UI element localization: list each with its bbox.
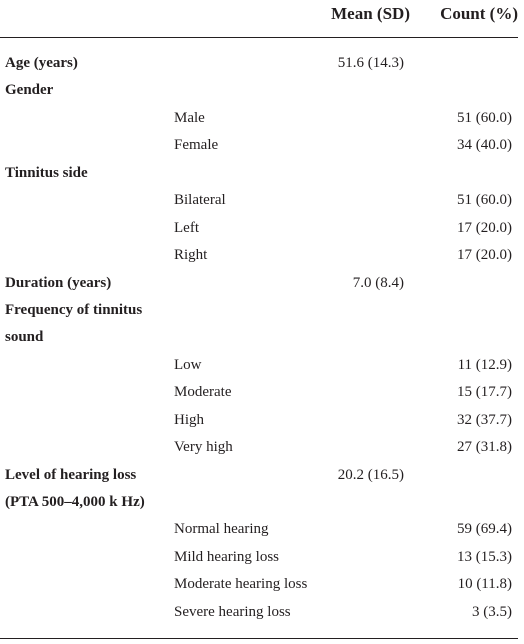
table-row xyxy=(0,162,518,188)
row-category: Tinnitus side xyxy=(5,165,88,181)
table-row xyxy=(0,409,518,435)
row-count-pct: 51 (60.0) xyxy=(457,110,512,126)
row-category: Duration (years) xyxy=(5,275,112,291)
row-count-pct: 11 (12.9) xyxy=(457,357,512,373)
table-row xyxy=(0,354,518,380)
row-category: Frequency of tinnitus xyxy=(5,302,143,318)
table-row xyxy=(0,299,518,325)
table-row xyxy=(0,381,518,407)
row-subcategory: High xyxy=(174,412,204,428)
row-subcategory: Left xyxy=(174,220,199,236)
row-mean-sd: 51.6 (14.3) xyxy=(337,55,404,71)
row-mean-sd: 7.0 (8.4) xyxy=(352,275,404,291)
row-count-pct: 13 (15.3) xyxy=(457,549,512,565)
table-row xyxy=(0,326,518,352)
table-row xyxy=(0,491,518,517)
row-count-pct: 34 (40.0) xyxy=(457,137,512,153)
row-count-pct: 59 (69.4) xyxy=(457,521,512,537)
row-subcategory: Right xyxy=(174,247,208,263)
table-row xyxy=(0,601,518,627)
row-subcategory: Mild hearing loss xyxy=(174,549,279,565)
row-subcategory: Moderate xyxy=(174,384,232,400)
row-category: Gender xyxy=(5,82,54,98)
row-subcategory: Very high xyxy=(174,439,233,455)
table-row xyxy=(0,244,518,270)
row-subcategory: Male xyxy=(174,110,205,126)
row-subcategory: Moderate hearing loss xyxy=(174,576,308,592)
row-category: Level of hearing loss xyxy=(5,467,137,483)
row-count-pct: 32 (37.7) xyxy=(457,412,512,428)
row-count-pct: 17 (20.0) xyxy=(457,220,512,236)
row-subcategory: Severe hearing loss xyxy=(174,604,291,620)
row-subcategory: Low xyxy=(174,357,202,373)
table-row xyxy=(0,436,518,462)
header-mean-sd: Mean (SD) xyxy=(331,4,410,23)
table-row xyxy=(0,518,518,544)
row-subcategory: Female xyxy=(174,137,219,153)
table-row xyxy=(0,272,518,298)
row-count-pct: 10 (11.8) xyxy=(457,576,512,592)
row-count-pct: 51 (60.0) xyxy=(457,192,512,208)
table-row xyxy=(0,107,518,133)
row-count-pct: 3 (3.5) xyxy=(472,604,512,620)
table-row xyxy=(0,189,518,215)
row-category: (PTA 500–4,000 k Hz) xyxy=(5,494,145,510)
header-count-pct: Count (%) xyxy=(440,4,518,23)
row-category: Age (years) xyxy=(5,55,78,71)
row-count-pct: 15 (17.7) xyxy=(457,384,512,400)
row-count-pct: 27 (31.8) xyxy=(457,439,512,455)
table-row xyxy=(0,573,518,599)
row-subcategory: Bilateral xyxy=(174,192,226,208)
row-mean-sd: 20.2 (16.5) xyxy=(337,467,404,483)
table-row xyxy=(0,546,518,572)
row-count-pct: 17 (20.0) xyxy=(457,247,512,263)
table-row xyxy=(0,79,518,105)
row-subcategory: Normal hearing xyxy=(174,521,269,537)
table-row xyxy=(0,52,518,78)
bottom-rule xyxy=(0,638,518,639)
row-category: sound xyxy=(5,329,44,345)
header-rule xyxy=(0,37,518,38)
table-row xyxy=(0,217,518,243)
table-row xyxy=(0,134,518,160)
table-row xyxy=(0,464,518,490)
